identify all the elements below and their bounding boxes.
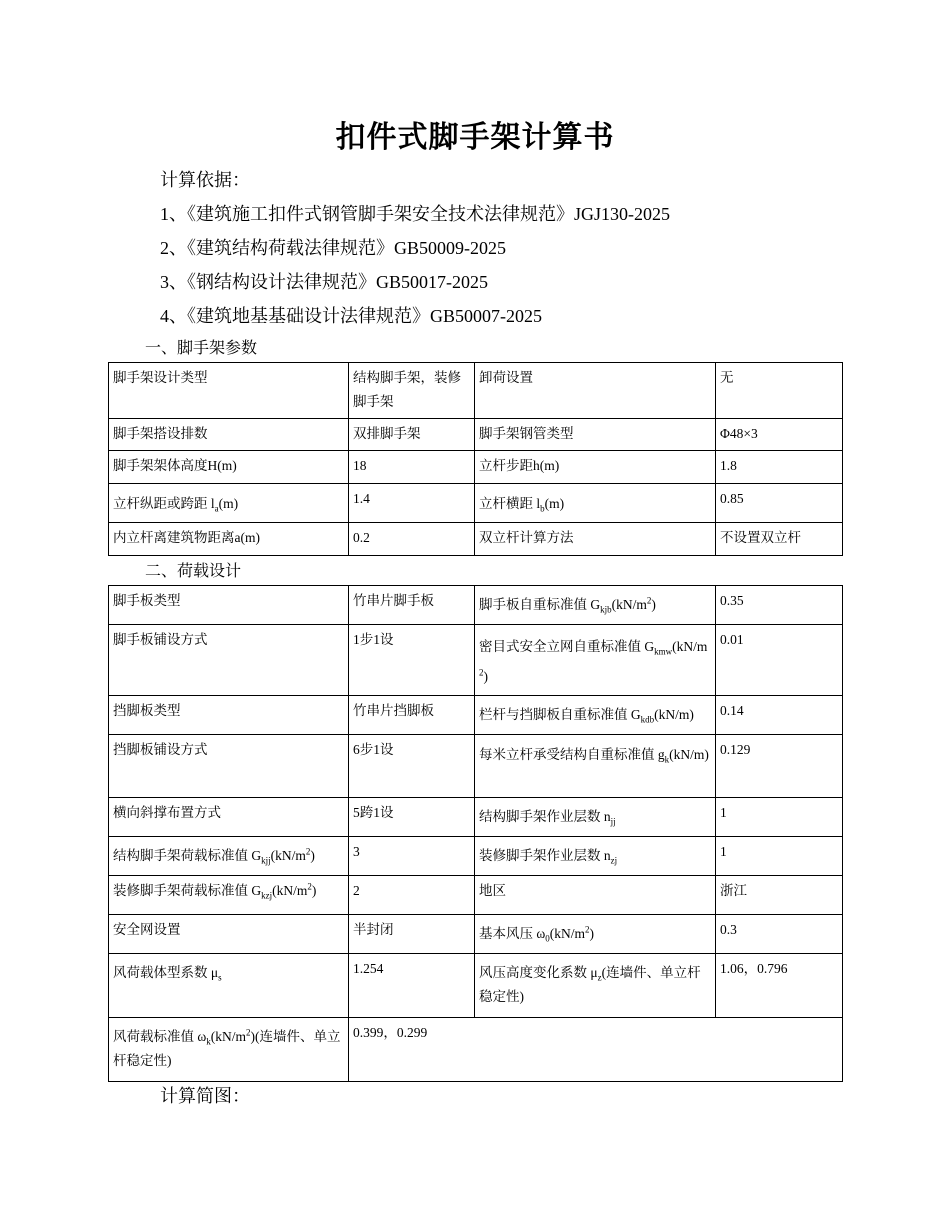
param-value: 1 (716, 798, 843, 837)
param-label: 脚手架搭设排数 (109, 419, 349, 451)
param-label: 脚手架设计类型 (109, 363, 349, 419)
param-label: 安全网设置 (109, 915, 349, 954)
param-label: 装修脚手架荷载标准值 $G_{kzj}(kN/m^2)$ (109, 876, 349, 915)
param-label: 双立杆计算方法 (475, 523, 716, 556)
param-value: 0.14 (716, 696, 843, 735)
param-label: 风荷载体型系数 $\mu_s$ (109, 954, 349, 1018)
param-value: 1步1设 (349, 625, 475, 696)
param-value: 半封闭 (349, 915, 475, 954)
param-label: 脚手架架体高度H(m) (109, 451, 349, 484)
table-row (109, 876, 843, 915)
param-value: 1.4 (349, 484, 475, 523)
param-value: 1.06，0.796 (716, 954, 843, 1018)
param-value: 6步1设 (349, 735, 475, 798)
param-value: 1 (716, 837, 843, 876)
basis-heading: 计算依据： (160, 170, 250, 190)
param-value: 0.3 (716, 915, 843, 954)
param-label: 风压高度变化系数 $\mu_z$(连墙件、单立杆稳定性) (475, 954, 716, 1018)
param-label: 内立杆离建筑物距离a(m) (109, 523, 349, 556)
param-value: 无 (716, 363, 843, 419)
param-value: 竹串片挡脚板 (349, 696, 475, 735)
param-label: 横向斜撑布置方式 (109, 798, 349, 837)
sketch-heading: 计算简图： (160, 1086, 250, 1106)
param-value: 1.254 (349, 954, 475, 1018)
param-label: 脚手架钢管类型 (475, 419, 716, 451)
table-row (109, 837, 843, 876)
reference-item: 4、《建筑地基基础设计法律规范》GB50007-2025 (160, 306, 542, 326)
param-label: 脚手板自重标准值 $G_{kjb}(kN/m^2)$ (475, 586, 716, 625)
param-label: 栏杆与挡脚板自重标准值 $G_{kdb}(kN/m)$ (475, 696, 716, 735)
table-row (109, 696, 843, 735)
param-label: 地区 (475, 876, 716, 915)
param-value: 不设置双立杆 (716, 523, 843, 556)
param-value: 0.399，0.299 (349, 1018, 843, 1082)
param-label: 立杆横距 $l_b(m)$ (475, 484, 716, 523)
param-value: 1.8 (716, 451, 843, 484)
reference-item: 2、《建筑结构荷载法律规范》GB50009-2025 (160, 238, 506, 258)
scaffold-params-table (108, 362, 843, 556)
param-label: 立杆步距h(m) (475, 451, 716, 484)
param-label: 结构脚手架作业层数 $n_{jj}$ (475, 798, 716, 837)
param-value: 0.129 (716, 735, 843, 798)
section-heading-load-design: 二、荷载设计 (145, 563, 242, 580)
table-row (109, 523, 843, 556)
param-value: 0.01 (716, 625, 843, 696)
param-value: 5跨1设 (349, 798, 475, 837)
param-value: 18 (349, 451, 475, 484)
document-title: 扣件式脚手架计算书 (335, 120, 615, 155)
load-design-table (108, 585, 843, 1082)
table-row (109, 451, 843, 484)
param-label: 立杆纵距或跨距 $l_a(m)$ (109, 484, 349, 523)
table-row (109, 954, 843, 1018)
param-value: 2 (349, 876, 475, 915)
param-label: 密目式安全立网自重标准值 $G_{kmw}(kN/m^2)$ (475, 625, 716, 696)
section-heading-scaffold-params: 一、脚手架参数 (145, 340, 258, 357)
param-value: 结构脚手架，装修脚手架 (349, 363, 475, 419)
table-row (109, 1018, 843, 1082)
table-row (109, 735, 843, 798)
table-row (109, 915, 843, 954)
param-label: 卸荷设置 (475, 363, 716, 419)
table-row (109, 625, 843, 696)
param-label: 挡脚板类型 (109, 696, 349, 735)
param-label: 结构脚手架荷载标准值 $G_{kjj}(kN/m^2)$ (109, 837, 349, 876)
param-label: 装修脚手架作业层数 $n_{zj}$ (475, 837, 716, 876)
table-row (109, 798, 843, 837)
param-value: 0.85 (716, 484, 843, 523)
table-row (109, 586, 843, 625)
table-row (109, 419, 843, 451)
param-label: 风荷载标准值 $\omega_k(kN/m^2)$(连墙件、单立杆稳定性) (109, 1018, 349, 1082)
reference-item: 3、《钢结构设计法律规范》GB50017-2025 (160, 272, 488, 292)
table-row (109, 363, 843, 419)
param-label: 基本风压 $\omega_0(kN/m^2)$ (475, 915, 716, 954)
param-value: 0.35 (716, 586, 843, 625)
table-row (109, 484, 843, 523)
param-value: 浙江 (716, 876, 843, 915)
param-label: 挡脚板铺设方式 (109, 735, 349, 798)
param-value: 双排脚手架 (349, 419, 475, 451)
reference-item: 1、《建筑施工扣件式钢管脚手架安全技术法律规范》JGJ130-2025 (160, 204, 671, 224)
param-value: Φ48×3 (716, 419, 843, 451)
param-value: 竹串片脚手板 (349, 586, 475, 625)
param-value: 3 (349, 837, 475, 876)
param-label: 脚手板铺设方式 (109, 625, 349, 696)
param-label: 脚手板类型 (109, 586, 349, 625)
param-label: 每米立杆承受结构自重标准值 $g_k(kN/m)$ (475, 735, 716, 798)
param-value: 0.2 (349, 523, 475, 556)
